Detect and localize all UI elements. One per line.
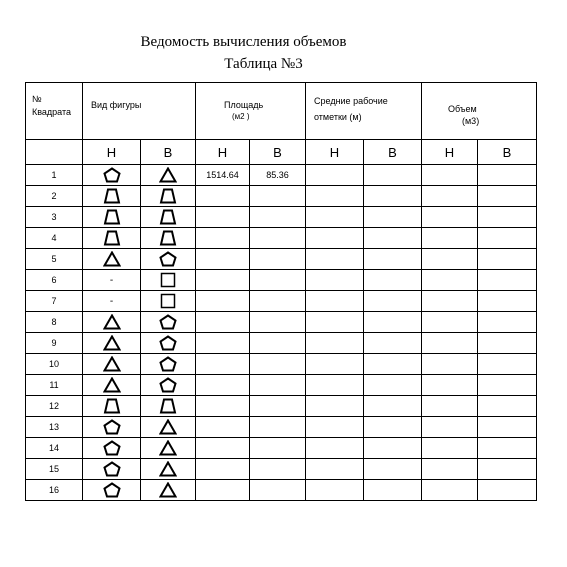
marks-h-cell bbox=[306, 459, 364, 480]
table-row bbox=[26, 228, 537, 249]
pentagon-icon bbox=[141, 354, 196, 375]
volume-h-cell bbox=[422, 270, 478, 291]
marks-b-cell bbox=[364, 396, 422, 417]
sub-header-h-shape: Н bbox=[83, 140, 141, 165]
pentagon-icon bbox=[141, 312, 196, 333]
volume-h-cell bbox=[422, 459, 478, 480]
square-number: 4 bbox=[26, 228, 83, 249]
volume-b-cell bbox=[478, 396, 537, 417]
triangle-icon bbox=[141, 417, 196, 438]
volume-b-cell bbox=[478, 480, 537, 501]
trapezoid-icon bbox=[141, 396, 196, 417]
marks-h-cell bbox=[306, 270, 364, 291]
area-b-value bbox=[250, 312, 306, 333]
header-volume-unit: (м3) bbox=[462, 116, 480, 126]
header-shape-type: Вид фигуры bbox=[83, 83, 196, 140]
area-h-value bbox=[196, 417, 250, 438]
area-h-value bbox=[196, 249, 250, 270]
marks-b-cell bbox=[364, 312, 422, 333]
sub-header-h-marks: Н bbox=[306, 140, 364, 165]
area-b-value bbox=[250, 396, 306, 417]
marks-h-cell bbox=[306, 228, 364, 249]
table-row bbox=[26, 375, 537, 396]
volume-b-cell bbox=[478, 333, 537, 354]
pentagon-icon bbox=[83, 165, 141, 186]
area-b-value bbox=[250, 186, 306, 207]
trapezoid-icon bbox=[83, 186, 141, 207]
header-average-marks: Средние рабочие отметки (м) bbox=[306, 83, 422, 140]
square-number: 16 bbox=[26, 480, 83, 501]
square-icon bbox=[141, 291, 196, 312]
volume-h-cell bbox=[422, 291, 478, 312]
area-h-value bbox=[196, 291, 250, 312]
volume-h-cell bbox=[422, 228, 478, 249]
marks-h-cell bbox=[306, 165, 364, 186]
marks-b-cell bbox=[364, 207, 422, 228]
trapezoid-icon bbox=[83, 228, 141, 249]
marks-h-cell bbox=[306, 207, 364, 228]
volume-b-cell bbox=[478, 459, 537, 480]
volume-h-cell bbox=[422, 354, 478, 375]
table-row bbox=[26, 333, 537, 354]
marks-h-cell bbox=[306, 417, 364, 438]
header-square-number: № Квадрата bbox=[26, 83, 83, 140]
square-number: 8 bbox=[26, 312, 83, 333]
sub-header-b-marks: В bbox=[364, 140, 422, 165]
table-row bbox=[26, 186, 537, 207]
table-row bbox=[26, 417, 537, 438]
volume-h-cell bbox=[422, 312, 478, 333]
pentagon-icon bbox=[83, 480, 141, 501]
area-h-value bbox=[196, 354, 250, 375]
area-h-value bbox=[196, 459, 250, 480]
pentagon-icon bbox=[83, 459, 141, 480]
area-h-value bbox=[196, 396, 250, 417]
sub-header-h-volume: Н bbox=[422, 140, 478, 165]
triangle-icon bbox=[141, 480, 196, 501]
marks-b-cell bbox=[364, 375, 422, 396]
pentagon-icon bbox=[141, 249, 196, 270]
triangle-icon bbox=[141, 459, 196, 480]
area-h-value bbox=[196, 375, 250, 396]
area-b-value bbox=[250, 354, 306, 375]
volume-b-cell bbox=[478, 249, 537, 270]
table-row bbox=[26, 207, 537, 228]
volume-b-cell bbox=[478, 312, 537, 333]
sub-header-b-shape: В bbox=[141, 140, 196, 165]
area-b-value bbox=[250, 228, 306, 249]
volume-b-cell bbox=[478, 438, 537, 459]
square-number: 15 bbox=[26, 459, 83, 480]
table-row bbox=[26, 459, 537, 480]
square-number: 1 bbox=[26, 165, 83, 186]
square-number: 9 bbox=[26, 333, 83, 354]
marks-h-cell bbox=[306, 354, 364, 375]
shape-dash: - bbox=[83, 270, 141, 291]
volume-b-cell bbox=[478, 375, 537, 396]
volume-b-cell bbox=[478, 354, 537, 375]
trapezoid-icon bbox=[83, 207, 141, 228]
volume-b-cell bbox=[478, 186, 537, 207]
volume-b-cell bbox=[478, 270, 537, 291]
marks-b-cell bbox=[364, 333, 422, 354]
triangle-icon bbox=[83, 375, 141, 396]
square-number: 12 bbox=[26, 396, 83, 417]
square-number: 3 bbox=[26, 207, 83, 228]
area-b-value bbox=[250, 270, 306, 291]
triangle-icon bbox=[83, 354, 141, 375]
square-number: 6 bbox=[26, 270, 83, 291]
area-b-value bbox=[250, 438, 306, 459]
header-area: Площадь (м2 ) bbox=[196, 83, 306, 140]
marks-b-cell bbox=[364, 417, 422, 438]
table-row bbox=[26, 354, 537, 375]
area-b-value bbox=[250, 291, 306, 312]
table-row bbox=[26, 249, 537, 270]
shape-dash: - bbox=[83, 291, 141, 312]
area-b-value bbox=[250, 333, 306, 354]
area-h-value bbox=[196, 438, 250, 459]
volume-h-cell bbox=[422, 165, 478, 186]
square-number: 14 bbox=[26, 438, 83, 459]
volume-b-cell bbox=[478, 291, 537, 312]
marks-b-cell bbox=[364, 354, 422, 375]
volume-h-cell bbox=[422, 480, 478, 501]
volume-h-cell bbox=[422, 186, 478, 207]
sub-header-h-area: Н bbox=[196, 140, 250, 165]
volume-b-cell bbox=[478, 417, 537, 438]
area-b-value bbox=[250, 480, 306, 501]
marks-b-cell bbox=[364, 480, 422, 501]
area-b-value bbox=[250, 459, 306, 480]
volume-h-cell bbox=[422, 375, 478, 396]
marks-h-cell bbox=[306, 438, 364, 459]
marks-b-cell bbox=[364, 459, 422, 480]
area-h-value bbox=[196, 480, 250, 501]
sub-header-b-area: В bbox=[250, 140, 306, 165]
marks-b-cell bbox=[364, 249, 422, 270]
marks-h-cell bbox=[306, 249, 364, 270]
pentagon-icon bbox=[83, 417, 141, 438]
marks-h-cell bbox=[306, 291, 364, 312]
table-row bbox=[26, 396, 537, 417]
marks-b-cell bbox=[364, 186, 422, 207]
trapezoid-icon bbox=[141, 207, 196, 228]
triangle-icon bbox=[141, 438, 196, 459]
table-row bbox=[26, 438, 537, 459]
volume-h-cell bbox=[422, 207, 478, 228]
area-b-value bbox=[250, 207, 306, 228]
area-b-value bbox=[250, 249, 306, 270]
document-title: Ведомость вычисления объемов bbox=[140, 34, 347, 50]
triangle-icon bbox=[83, 249, 141, 270]
marks-h-cell bbox=[306, 312, 364, 333]
square-number: 11 bbox=[26, 375, 83, 396]
area-h-value bbox=[196, 207, 250, 228]
area-h-value bbox=[196, 228, 250, 249]
table-caption: Таблица №3 bbox=[224, 56, 303, 72]
volume-b-cell bbox=[478, 165, 537, 186]
volume-b-cell bbox=[478, 228, 537, 249]
marks-b-cell bbox=[364, 291, 422, 312]
square-number: 13 bbox=[26, 417, 83, 438]
pentagon-icon bbox=[141, 333, 196, 354]
marks-b-cell bbox=[364, 438, 422, 459]
marks-h-cell bbox=[306, 186, 364, 207]
marks-b-cell bbox=[364, 228, 422, 249]
table-row bbox=[26, 270, 537, 291]
table-row bbox=[26, 165, 537, 186]
marks-h-cell bbox=[306, 375, 364, 396]
header-blank bbox=[26, 140, 83, 165]
triangle-icon bbox=[83, 333, 141, 354]
pentagon-icon bbox=[83, 438, 141, 459]
area-h-value: 1514.64 bbox=[196, 165, 250, 186]
area-h-value bbox=[196, 312, 250, 333]
trapezoid-icon bbox=[141, 186, 196, 207]
area-b-value bbox=[250, 417, 306, 438]
volume-h-cell bbox=[422, 333, 478, 354]
square-number: 5 bbox=[26, 249, 83, 270]
sub-header-b-volume: В bbox=[478, 140, 537, 165]
triangle-icon bbox=[141, 165, 196, 186]
marks-b-cell bbox=[364, 270, 422, 291]
pentagon-icon bbox=[141, 375, 196, 396]
area-h-value bbox=[196, 186, 250, 207]
header-volume: Объем (м3) bbox=[422, 83, 537, 140]
volume-h-cell bbox=[422, 249, 478, 270]
volume-h-cell bbox=[422, 438, 478, 459]
marks-h-cell bbox=[306, 396, 364, 417]
marks-h-cell bbox=[306, 480, 364, 501]
volume-b-cell bbox=[478, 207, 537, 228]
trapezoid-icon bbox=[83, 396, 141, 417]
square-number: 2 bbox=[26, 186, 83, 207]
area-b-value bbox=[250, 375, 306, 396]
volume-h-cell bbox=[422, 417, 478, 438]
volume-h-cell bbox=[422, 396, 478, 417]
header-area-unit: (м2 ) bbox=[232, 112, 250, 121]
area-h-value bbox=[196, 270, 250, 291]
square-number: 7 bbox=[26, 291, 83, 312]
marks-h-cell bbox=[306, 333, 364, 354]
trapezoid-icon bbox=[141, 228, 196, 249]
square-icon bbox=[141, 270, 196, 291]
triangle-icon bbox=[83, 312, 141, 333]
marks-b-cell bbox=[364, 165, 422, 186]
volumes-table bbox=[25, 82, 537, 501]
table-row bbox=[26, 291, 537, 312]
area-b-value: 85.36 bbox=[250, 165, 306, 186]
table-row bbox=[26, 480, 537, 501]
area-h-value bbox=[196, 333, 250, 354]
table-row bbox=[26, 312, 537, 333]
square-number: 10 bbox=[26, 354, 83, 375]
